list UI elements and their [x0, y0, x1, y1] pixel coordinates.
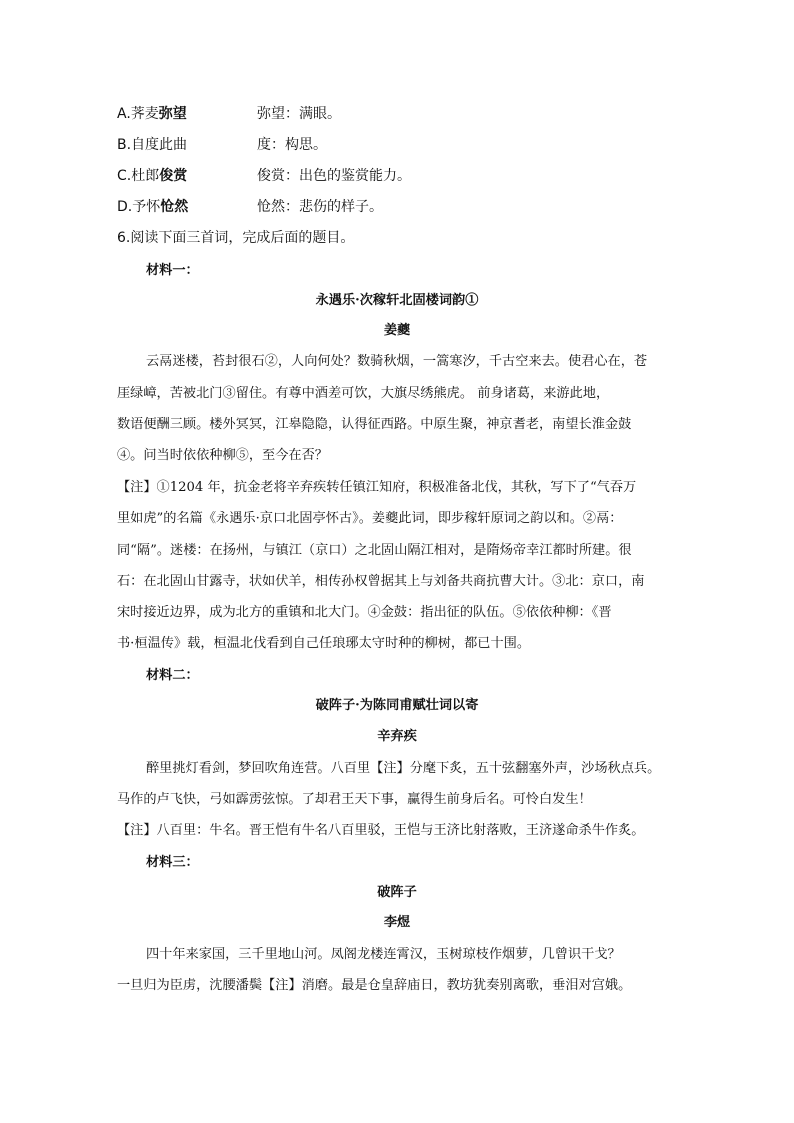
option-letter: D.	[117, 199, 133, 215]
material-2-note: 【注】八百里：牛名。晋王恺有牛名八百里驳，王恺与王济比射落败，王济遂命杀牛作炙。	[117, 823, 645, 838]
option-c	[117, 167, 187, 185]
option-text: 自度此曲	[131, 137, 188, 153]
option-c-gloss: 俊赏：出色的鉴赏能力。	[257, 168, 411, 184]
option-keyword: 俊赏	[159, 168, 188, 184]
material-1-note: 书·桓温传》载，桓温北伐看到自己任琅琊太守时种的柳树，都已十围。	[117, 636, 531, 651]
material-1-author: 姜夔	[383, 323, 411, 338]
option-a-gloss: 弥望：满眼。	[257, 106, 341, 122]
material-1-note: 同“隔”。迷楼：在扬州，与镇江（京口）之北固山隔江相对，是隋炀帝幸江都时所建。很	[117, 543, 632, 558]
option-letter: B.	[117, 137, 132, 153]
material-1-label: 材料一：	[146, 263, 199, 278]
material-3-line: 一旦归为臣虏，沈腰潘鬓【注】消磨。最是仓皇辞庙日，教坊犹奏别离歌，垂泪对宫娥。	[117, 978, 632, 993]
option-keyword: 弥望	[158, 106, 187, 122]
question-6: 6.阅读下面三首词，完成后面的题目。	[117, 230, 355, 246]
material-1-line: 数语便酬三顾。楼外冥冥，江皋隐隐，认得征西路。中原生聚，神京耆老，南望长淮金鼓	[117, 417, 632, 432]
material-2-title: 破阵子·为陈同甫赋壮词以寄	[315, 698, 479, 713]
material-2-author: 辛弃疾	[377, 729, 417, 744]
material-3-label: 材料三：	[146, 855, 199, 870]
material-1-title: 永遇乐·次稼轩北固楼词韵①	[315, 293, 479, 308]
material-2-line: 马作的卢飞快，弓如霹雳弦惊。了却君王天下事，赢得生前身后名。可怜白发生！	[117, 792, 592, 807]
option-text: 予怀	[132, 199, 161, 215]
material-3-author: 李煜	[383, 915, 411, 930]
option-text: 杜郎	[131, 168, 160, 184]
option-b-gloss: 度：构思。	[257, 137, 327, 153]
material-1-line: 厓绿嶂，苦被北门③留住。有尊中酒差可饮，大旗尽绣熊虎。 前身诸葛，来游此地，	[117, 386, 610, 401]
material-3-line: 四十年来家国，三千里地山河。凤阁龙楼连霄汉，玉树琼枝作烟萝，几曾识干戈？	[146, 947, 621, 962]
option-letter: C.	[117, 168, 132, 184]
option-a	[117, 105, 187, 123]
material-1-note: 宋时接近边界，成为北方的重镇和北大门。④金鼓：指出征的队伍。⑤依依种柳：《晋	[117, 605, 612, 620]
option-letter: A.	[117, 106, 131, 122]
option-b	[117, 136, 187, 154]
material-2-line: 醉里挑灯看剑，梦回吹角连营。八百里【注】分麾下炙，五十弦翻塞外声，沙场秋点兵。	[146, 761, 661, 776]
material-3-title: 破阵子	[377, 885, 417, 900]
material-1-line: ④。问当时依依种柳⑤，至今在否？	[117, 448, 328, 463]
material-1-note: 【注】①1204 年，抗金老将辛弃疾转任镇江知府，积极准备北伐，其秋，写下了“气吞万	[117, 480, 637, 495]
option-d	[117, 198, 188, 216]
option-keyword: 怆然	[160, 199, 189, 215]
option-text: 荠麦	[130, 106, 159, 122]
option-d-gloss: 怆然：悲伤的样子。	[257, 199, 383, 215]
material-1-line: 云鬲迷楼，苔封很石②，人向何处？数骑秋烟，一篙寒汐，千古空来去。使君心在，苍	[146, 354, 648, 369]
material-1-note: 石：在北固山甘露寺，状如伏羊，相传孙权曾据其上与刘备共商抗曹大计。③北：京口，南	[117, 574, 645, 589]
material-2-label: 材料二：	[146, 668, 199, 683]
material-1-note: 里如虎”的名篇《永遇乐·京口北固亭怀古》。姜夔此词，即步稼轩原词之韵以和。②鬲：	[117, 511, 623, 526]
